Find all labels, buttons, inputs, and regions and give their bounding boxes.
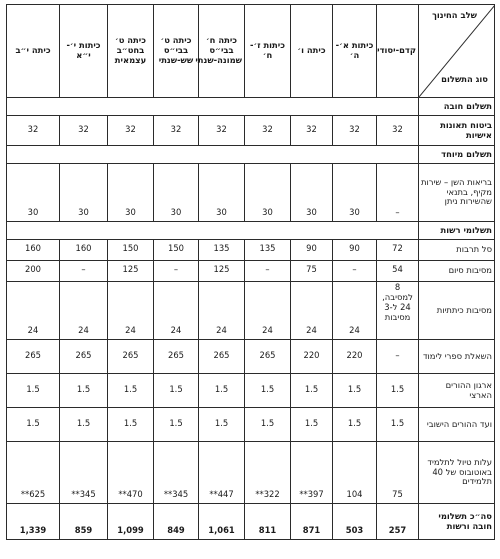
table-cell: 1.5: [60, 374, 108, 408]
row-label: ועד ההורים הישובי: [419, 408, 495, 442]
table-cell: 220: [333, 340, 377, 374]
table-cell: 1.5: [245, 408, 291, 442]
table-cell: 265: [199, 340, 245, 374]
header-row: [7, 5, 495, 98]
table-cell: 150: [108, 240, 154, 261]
table-cell: 849: [154, 504, 199, 540]
table-cell: 160: [7, 240, 60, 261]
table-cell: 30: [291, 164, 333, 222]
table-cell: 32: [7, 116, 60, 146]
col-header-4: כיתה ח׳ בבי״ס שמונה-שנתי: [199, 5, 245, 98]
table-cell: –: [377, 164, 419, 222]
table-cell: 1.5: [291, 374, 333, 408]
table-row-book-lending: [7, 340, 495, 374]
table-cell: 24: [291, 282, 333, 340]
section-spacer: [7, 222, 419, 240]
table-cell: 32: [154, 116, 199, 146]
col-header-6: כיתה ט׳ בחט״ב עצמאית: [108, 5, 154, 98]
section-label-optional: תשלומי רשות: [419, 222, 495, 240]
table-row-culture-basket: [7, 240, 495, 261]
table-cell: 32: [291, 116, 333, 146]
table-cell: 625**: [7, 442, 60, 504]
table-cell: 1.5: [60, 408, 108, 442]
col-header-5: כיתה ט׳ בבי״ס שש-שנתי: [154, 5, 199, 98]
table-cell: 1.5: [377, 408, 419, 442]
section-row-optional: [7, 222, 495, 240]
table-row-local-parents: [7, 408, 495, 442]
table-cell: 32: [108, 116, 154, 146]
table-cell: 1,061: [199, 504, 245, 540]
col-header-2: כיתה ו׳: [291, 5, 333, 98]
table-cell: 30: [333, 164, 377, 222]
table-cell: 24: [333, 282, 377, 340]
table-cell: 1.5: [245, 374, 291, 408]
table-cell: –: [333, 261, 377, 282]
row-label: בריאות השן – שירות מקיף, בתנאי שהשירות ניתן: [419, 164, 495, 222]
table-cell: 30: [154, 164, 199, 222]
table-cell: 345**: [60, 442, 108, 504]
col-header-8: כיתה י״ב: [7, 5, 60, 98]
table-cell: 1,339: [7, 504, 60, 540]
table-cell: 75: [377, 442, 419, 504]
table-cell: 24: [7, 282, 60, 340]
corner-top-label: שלב החינוך: [432, 10, 477, 20]
table-row-total: [7, 504, 495, 540]
table-cell: 1.5: [7, 408, 60, 442]
row-label: ארגון ההורים הארצי: [419, 374, 495, 408]
table-cell: 447**: [199, 442, 245, 504]
table-cell: 32: [245, 116, 291, 146]
table-cell: 24: [154, 282, 199, 340]
table-cell: 32: [333, 116, 377, 146]
table-cell: 1.5: [333, 374, 377, 408]
school-fees-table: [6, 4, 495, 540]
row-label: סה״כ תשלומי חובה ורשות: [419, 504, 495, 540]
section-label-mandatory: תשלום חובה: [419, 98, 495, 116]
table-row-trip-cost: [7, 442, 495, 504]
table-cell: 1.5: [377, 374, 419, 408]
table-cell: 345**: [154, 442, 199, 504]
row-label: השאלת ספרי לימוד: [419, 340, 495, 374]
table-cell: 104: [333, 442, 377, 504]
col-header-3: כיתות ז׳-ח׳: [245, 5, 291, 98]
table-cell: 30: [199, 164, 245, 222]
table-cell: 1.5: [154, 408, 199, 442]
table-cell: 265: [108, 340, 154, 374]
table-cell: 397**: [291, 442, 333, 504]
table-cell: 32: [60, 116, 108, 146]
section-spacer: [7, 146, 419, 164]
corner-header-cell: [419, 5, 495, 98]
table-cell: 54: [377, 261, 419, 282]
table-cell: 503: [333, 504, 377, 540]
table-cell: 125: [108, 261, 154, 282]
table-cell: 24: [108, 282, 154, 340]
table-cell: 8 למסיבה, 24 ל-3 מסיבות: [377, 282, 419, 340]
table-cell: 32: [199, 116, 245, 146]
col-header-0: קדם-יסודי: [377, 5, 419, 98]
table-row-graduation-party: [7, 261, 495, 282]
col-header-7: כיתות י׳-י״א: [60, 5, 108, 98]
table-cell: 1.5: [333, 408, 377, 442]
table-cell: –: [154, 261, 199, 282]
table-cell: 24: [199, 282, 245, 340]
table-cell: 135: [245, 240, 291, 261]
table-cell: 30: [7, 164, 60, 222]
table-cell: 265: [60, 340, 108, 374]
table-row-national-parents: [7, 374, 495, 408]
table-cell: 859: [60, 504, 108, 540]
table-cell: 90: [333, 240, 377, 261]
table-cell: 1.5: [108, 408, 154, 442]
table-cell: 871: [291, 504, 333, 540]
table-cell: 75: [291, 261, 333, 282]
table-cell: 1.5: [154, 374, 199, 408]
row-label: סל תרבות: [419, 240, 495, 261]
section-spacer: [7, 98, 419, 116]
table-cell: 470**: [108, 442, 154, 504]
section-row-special: [7, 146, 495, 164]
corner-bottom-label: סוג התשלום: [441, 74, 488, 85]
table-cell: 322**: [245, 442, 291, 504]
table-cell: 1.5: [291, 408, 333, 442]
table-cell: 265: [154, 340, 199, 374]
table-cell: 72: [377, 240, 419, 261]
table-cell: 135: [199, 240, 245, 261]
table-cell: 1.5: [199, 374, 245, 408]
table-cell: 265: [7, 340, 60, 374]
table-cell: 90: [291, 240, 333, 261]
col-header-1: כיתות א׳-ה׳: [333, 5, 377, 98]
table-cell: 160: [60, 240, 108, 261]
table-cell: 32: [377, 116, 419, 146]
table-row-class-parties: [7, 282, 495, 340]
row-label: מסיבות כיתתיות: [419, 282, 495, 340]
table-row-personal-insurance: [7, 116, 495, 146]
table-cell: 1.5: [108, 374, 154, 408]
section-label-special: תשלום מיוחד: [419, 146, 495, 164]
table-cell: 125: [199, 261, 245, 282]
table-cell: 1.5: [7, 374, 60, 408]
table-cell: 30: [60, 164, 108, 222]
row-label: עלות טיול לתלמיד באוטובוס של 40 תלמידים: [419, 442, 495, 504]
table-cell: 811: [245, 504, 291, 540]
table-cell: 220: [291, 340, 333, 374]
row-label: מסיבות סיום: [419, 261, 495, 282]
table-cell: 265: [245, 340, 291, 374]
table-cell: 150: [154, 240, 199, 261]
table-row-health-services: [7, 164, 495, 222]
table-cell: 1.5: [199, 408, 245, 442]
table-cell: 200: [7, 261, 60, 282]
section-row-mandatory: [7, 98, 495, 116]
table-cell: 24: [60, 282, 108, 340]
table-cell: –: [377, 340, 419, 374]
table-cell: 257: [377, 504, 419, 540]
table-cell: 1,099: [108, 504, 154, 540]
table-cell: 30: [108, 164, 154, 222]
row-label: ביטוח תאונות אישיות: [419, 116, 495, 146]
table-cell: –: [60, 261, 108, 282]
table-cell: 24: [245, 282, 291, 340]
table-cell: 30: [245, 164, 291, 222]
table-cell: –: [245, 261, 291, 282]
